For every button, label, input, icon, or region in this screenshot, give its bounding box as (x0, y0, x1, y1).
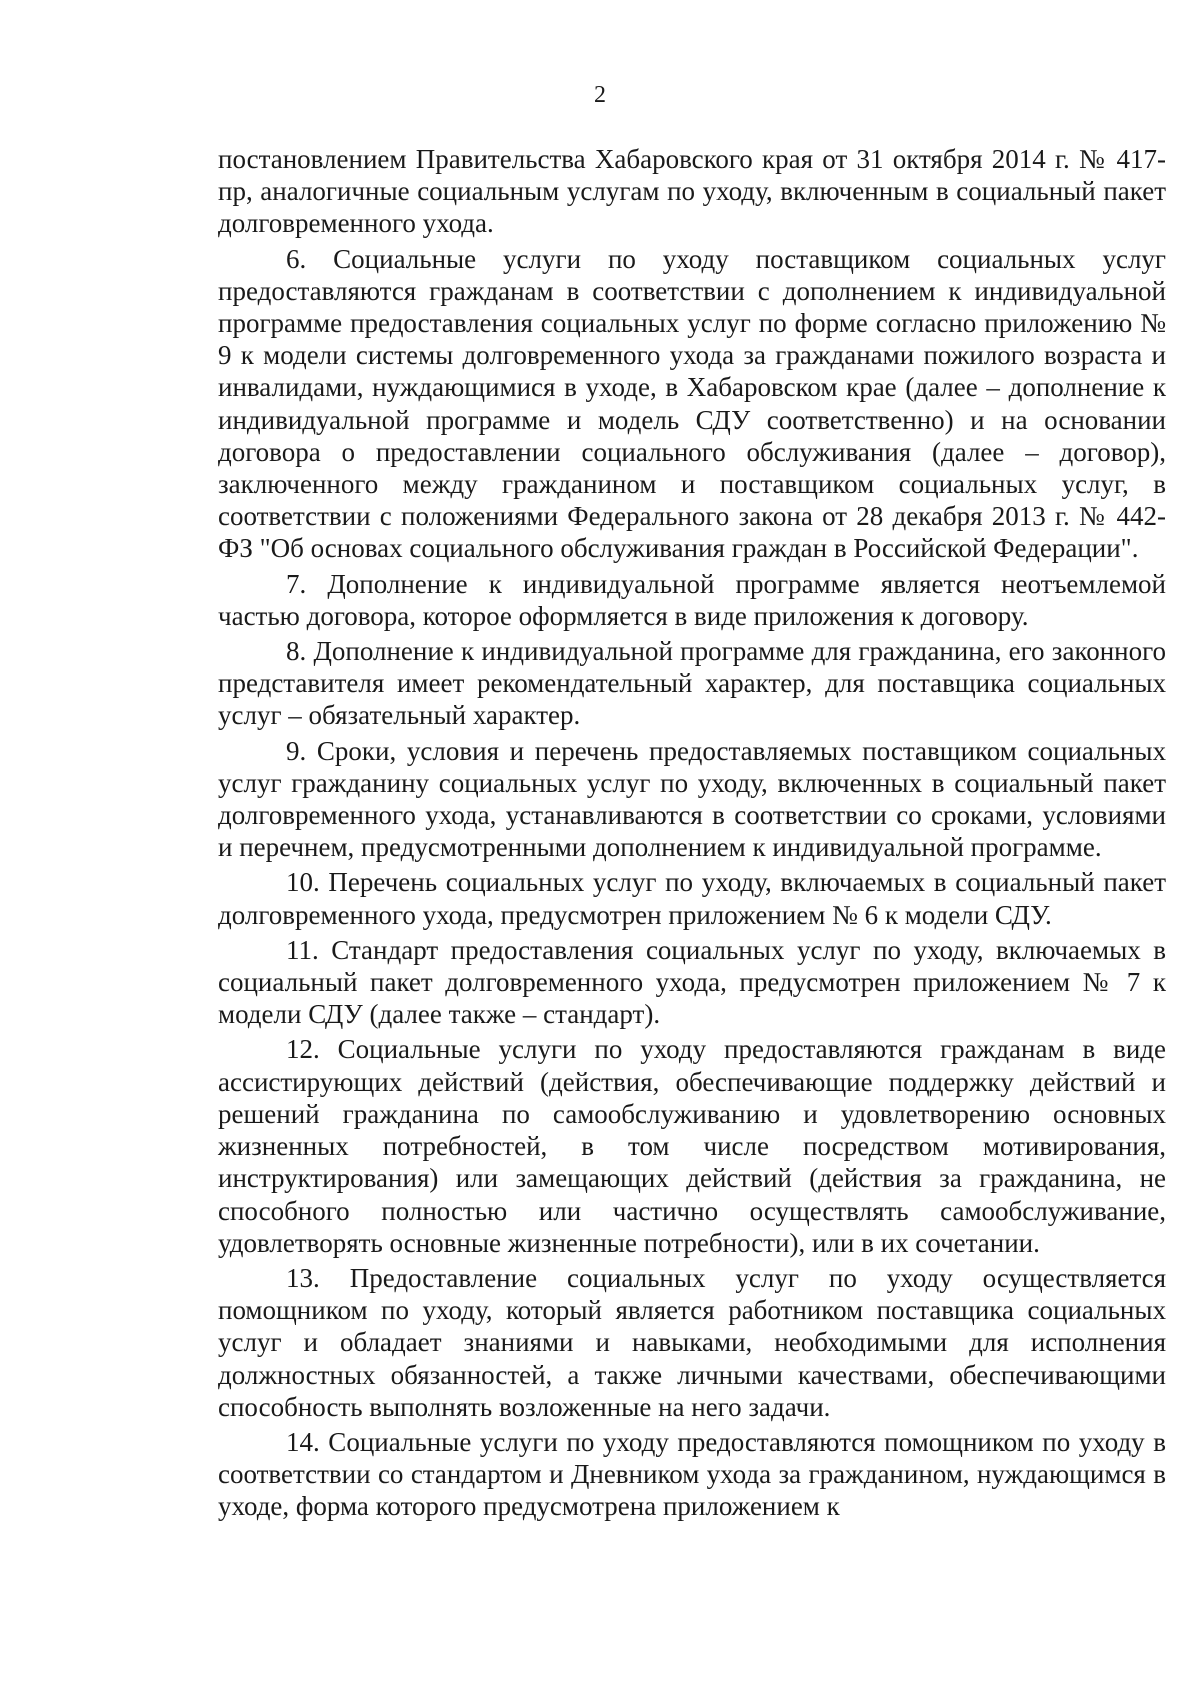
page-number: 2 (594, 82, 606, 108)
paragraph-continuation: постановлением Правительства Хабаровского края от 31 октября 2014 г. № 417-пр, аналогичные социальным услугам по уходу, включенным в социальный пакет долговременного ухода. (218, 144, 1166, 239)
paragraph-14: 14. Социальные услуги по уходу предоставляются помощником по уходу в соответствии со стандартом и Дневником ухода за гражданином, нуждающимся в уходе, форма которого предусмотрена приложением к (218, 1426, 1166, 1522)
paragraph-8: 8. Дополнение к индивидуальной программе для гражданина, его законного представителя имеет рекомендательный характер, для поставщика социальных услуг – обязательный характер. (218, 636, 1166, 731)
paragraph-6: 6. Социальные услуги по уходу поставщиком социальных услуг предоставляются гражданам в соответствии с дополнением к индивидуальной программе предоставления социальных услуг по форме согласно приложению № 9 к модели системы долговременного ухода за гражданами пожилого возраста и инвалидами, нуждающимися в уходе, в Хабаровском крае (далее – дополнение к индивидуальной программе и модель СДУ соответственно) и на основании договора о предоставлении социального обслуживания (далее – договор), заключенного между гражданином и поставщиком социальных услуг, в соответствии с положениями Федерального закона от 28 декабря 2013 г. № 442-ФЗ "Об основах социального обслуживания граждан в Российской Федерации". (218, 243, 1166, 564)
paragraph-7: 7. Дополнение к индивидуальной программе является неотъемлемой частью договора, которое оформляется в виде приложения к договору. (218, 568, 1166, 631)
paragraph-10: 10. Перечень социальных услуг по уходу, включаемых в социальный пакет долговременного ухода, предусмотрен приложением № 6 к модели СДУ. (218, 867, 1166, 930)
document-body (218, 143, 1166, 1526)
paragraph-13: 13. Предоставление социальных услуг по уходу осуществляется помощником по уходу, который является работником поставщика социальных услуг и обладает знаниями и навыками, необходимыми для исполнения должностных обязанностей, а также личными качествами, обеспечивающими способность выполнять возложенные на него задачи. (218, 1262, 1166, 1422)
paragraph-11: 11. Стандарт предоставления социальных услуг по уходу, включаемых в социальный пакет долговременного ухода, предусмотрен приложением № 7 к модели СДУ (далее также – стандарт). (218, 934, 1166, 1030)
paragraph-12: 12. Социальные услуги по уходу предоставляются гражданам в виде ассистирующих действий (действия, обеспечивающие поддержку действий и решений гражданина по самообслуживанию и удовлетворению основных жизненных потребностей, в том числе посредством мотивирования, инструктирования) или замещающих действий (действия за гражданина, не способного полностью или частично осуществлять самообслуживание, удовлетворять основные жизненные потребности), или в их сочетании. (218, 1034, 1166, 1258)
paragraph-9: 9. Сроки, условия и перечень предоставляемых поставщиком социальных услуг гражданину социальных услуг по уходу, включенных в социальный пакет долговременного ухода, устанавливаются в соответствии со сроками, условиями и перечнем, предусмотренными дополнением к индивидуальной программе. (218, 735, 1166, 863)
